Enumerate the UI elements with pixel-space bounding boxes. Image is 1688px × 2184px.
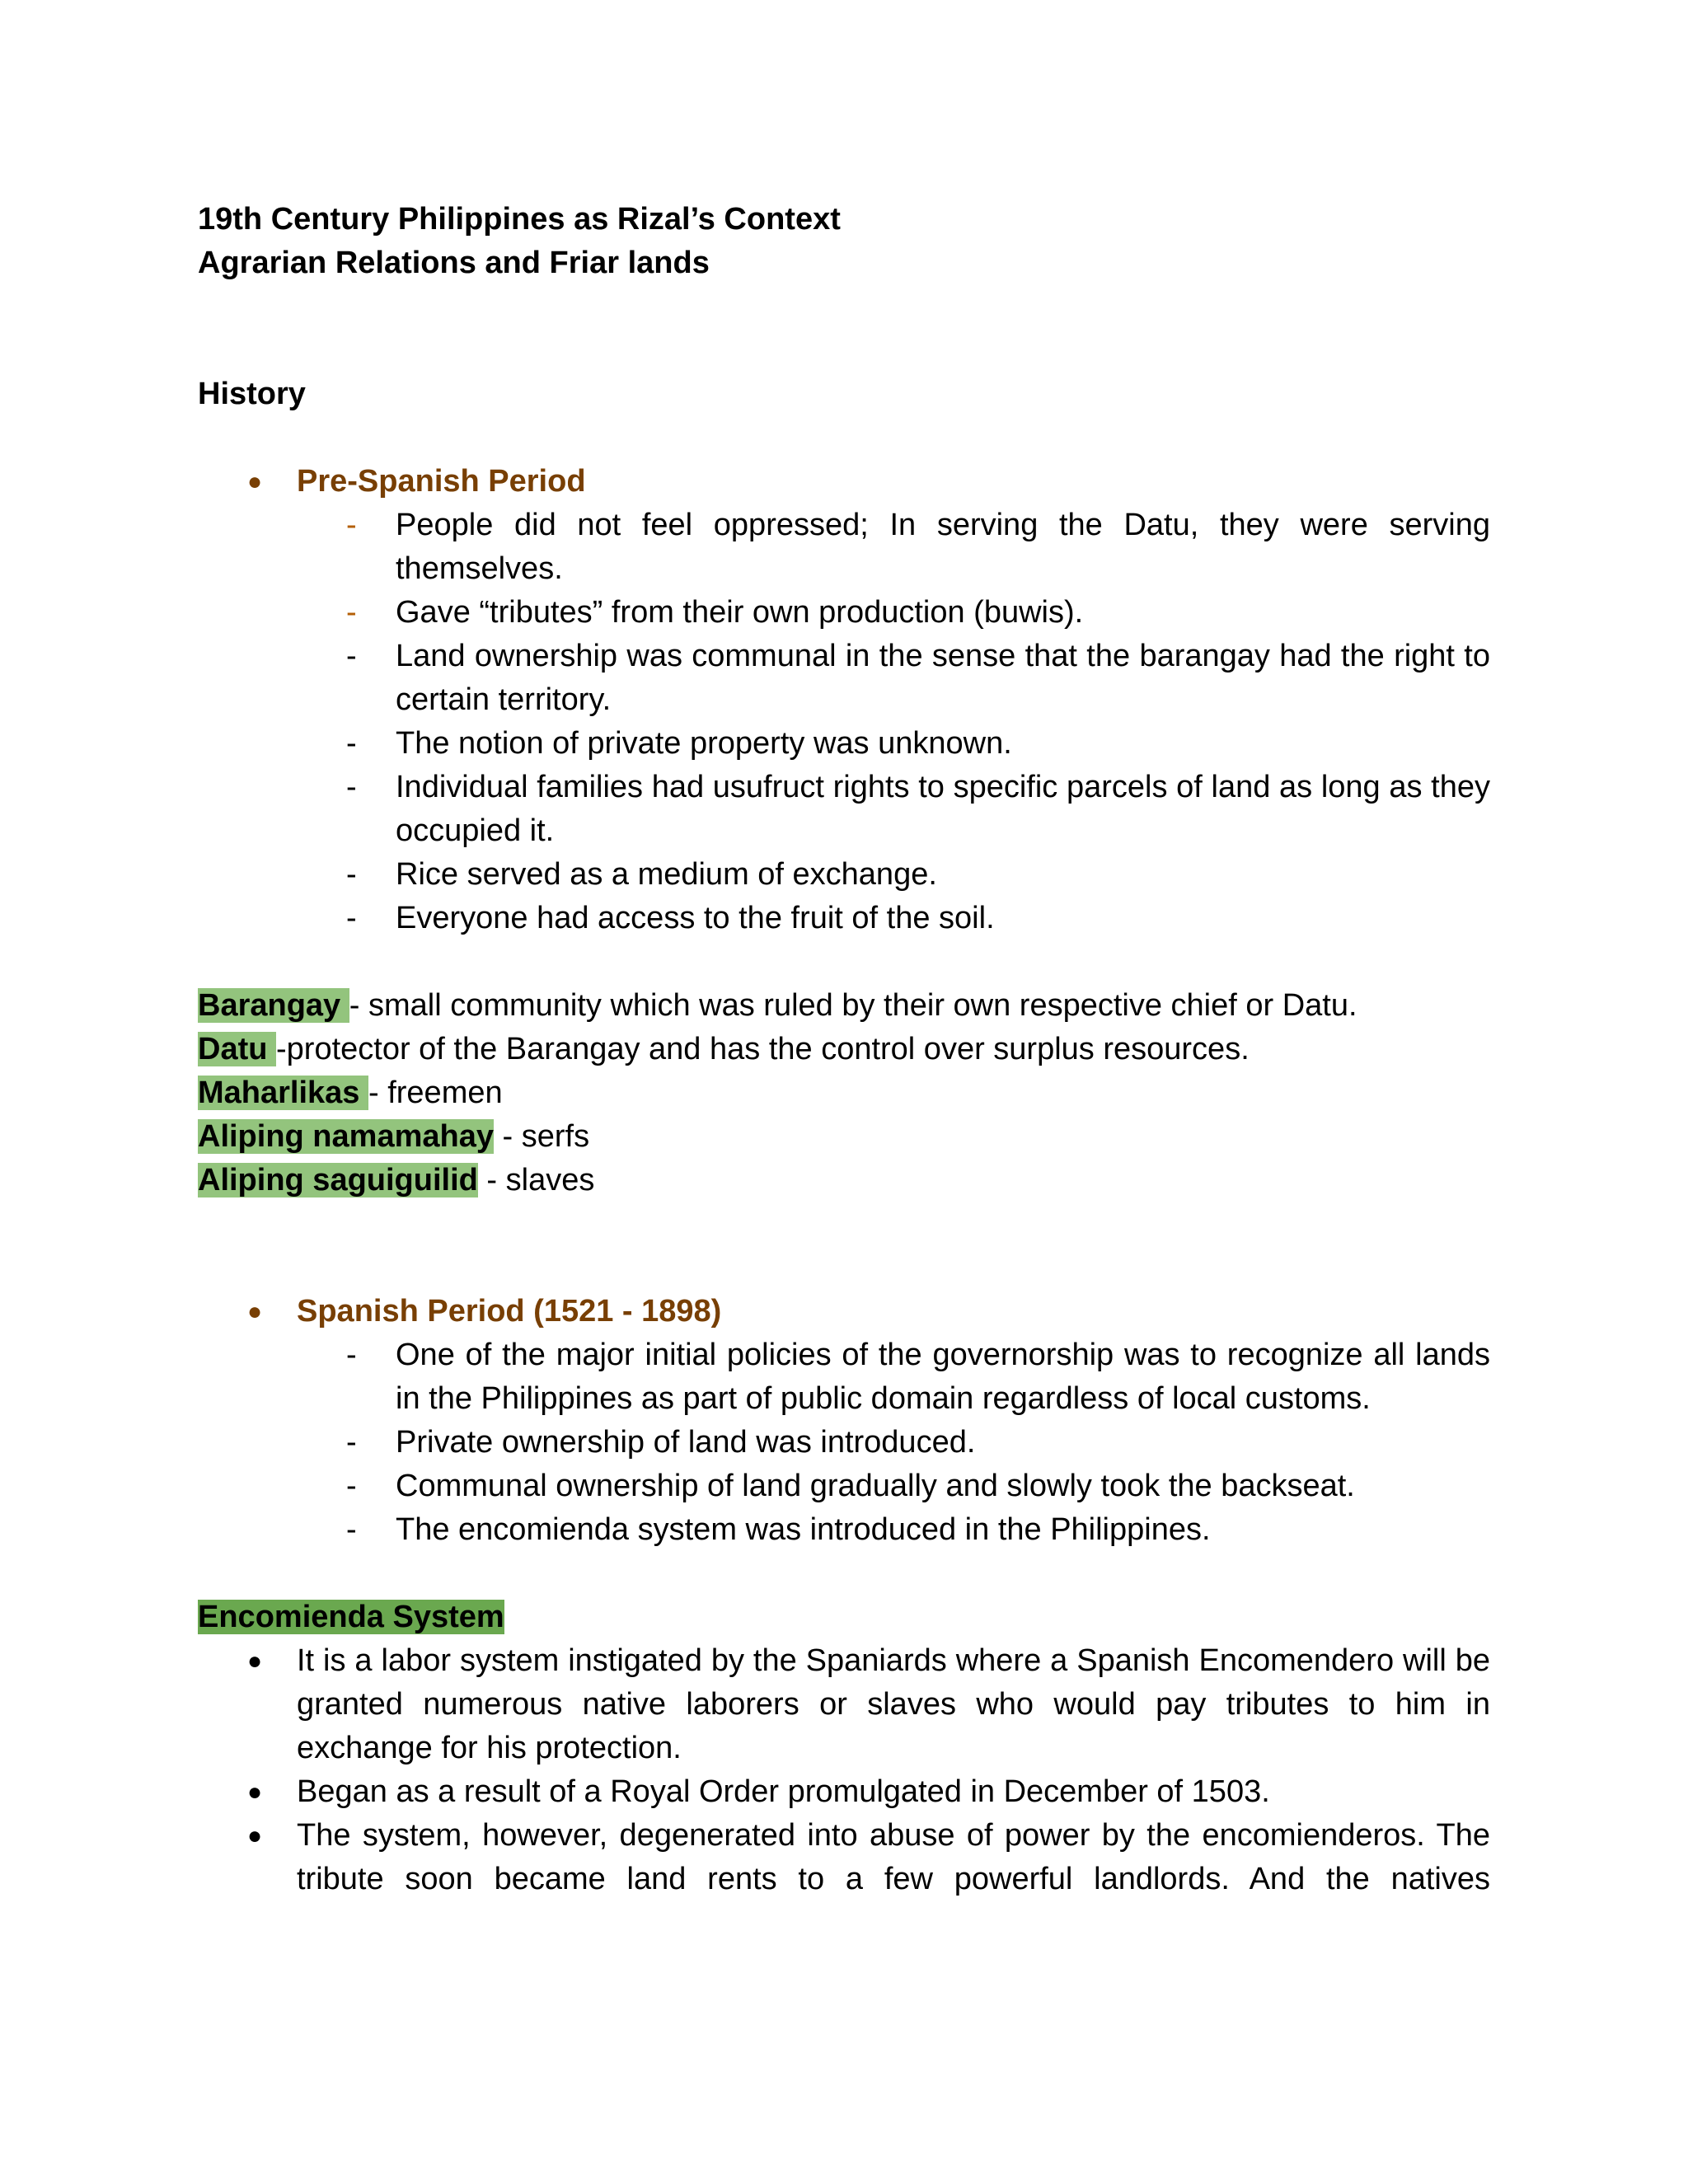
spanish-list [198, 1333, 1490, 1552]
definition-aliping-namamahay [198, 1115, 1490, 1159]
list-item-text: Individual families had usufruct rights to specific parcels of land as long as they occupied it. [396, 770, 1490, 848]
dash-icon: - [346, 508, 357, 542]
list-item [198, 1421, 1490, 1465]
pre-spanish-list [198, 504, 1490, 940]
definition-term: Datu [198, 1032, 276, 1066]
definition-text: - serfs [493, 1119, 590, 1154]
bullet-icon: ● [247, 1822, 263, 1849]
pre-spanish-section [198, 460, 1490, 940]
document-page [198, 198, 1490, 1901]
list-item [198, 1508, 1490, 1552]
definition-maharlikas [198, 1071, 1490, 1115]
definition-term: Aliping saguiguilid [198, 1163, 478, 1197]
bullet-icon: ● [247, 1647, 263, 1675]
list-item [198, 504, 1490, 591]
list-item [198, 853, 1490, 897]
pre-spanish-heading [198, 460, 1490, 504]
dash-icon: - [346, 901, 357, 935]
definition-term: Barangay [198, 988, 349, 1023]
definition-datu [198, 1028, 1490, 1071]
definition-text: - freemen [368, 1076, 503, 1110]
dash-icon: - [346, 1425, 357, 1460]
definition-term: Maharlikas [198, 1076, 368, 1110]
dash-icon: - [346, 726, 357, 761]
dash-icon: - [346, 857, 357, 892]
list-item [198, 591, 1490, 635]
list-item-text: Land ownership was communal in the sense that the barangay had the right to certain territory. [396, 639, 1490, 717]
list-item-text: The notion of private property was unknown. [396, 726, 1012, 761]
bullet-icon: ● [247, 1779, 263, 1806]
list-item [198, 897, 1490, 940]
spanish-heading [198, 1290, 1490, 1333]
document-title [198, 198, 1490, 285]
title-line-2: Agrarian Relations and Friar lands [198, 246, 710, 280]
encomienda-list [198, 1639, 1490, 1901]
definition-aliping-saguiguilid [198, 1159, 1490, 1202]
bullet-icon: ● [247, 1298, 263, 1325]
definitions [198, 984, 1490, 1202]
dash-icon: - [346, 1338, 357, 1372]
list-item-text: Gave “tributes” from their own production (buwis). [396, 595, 1084, 630]
list-item [198, 1465, 1490, 1508]
encomienda-section [198, 1596, 1490, 1901]
dash-icon: - [346, 770, 357, 804]
list-item-text: One of the major initial policies of the governorship was to recognize all lands in the Philippines as part of public domain regardless of local customs. [396, 1338, 1490, 1416]
list-item-text: Private ownership of land was introduced. [396, 1425, 976, 1460]
title-line-1: 19th Century Philippines as Rizal’s Context [198, 202, 841, 237]
definition-barangay [198, 984, 1490, 1028]
spanish-heading-text: Spanish Period (1521 - 1898) [297, 1294, 722, 1329]
encomienda-heading [198, 1596, 1490, 1639]
definition-term: Aliping namamahay [198, 1119, 494, 1154]
list-item [198, 1639, 1490, 1770]
list-item-text: The system, however, degenerated into abuse of power by the encomienderos. The tribute soon became land rents to a few powerful landlords. And the natives [297, 1818, 1490, 1896]
list-item [198, 635, 1490, 722]
list-item-text: Everyone had access to the fruit of the soil. [396, 901, 995, 935]
list-item-text: It is a labor system instigated by the Spaniards where a Spanish Encomendero will be granted numerous native laborers or slaves who would pay tributes to him in exchange for his protection. [297, 1643, 1490, 1765]
list-item-text: Began as a result of a Royal Order promulgated in December of 1503. [297, 1774, 1270, 1809]
definition-text: - small community which was ruled by their own respective chief or Datu. [349, 988, 1357, 1023]
spanish-section [198, 1290, 1490, 1552]
dash-icon: - [346, 595, 357, 630]
list-item-text: Communal ownership of land gradually and slowly took the backseat. [396, 1469, 1355, 1503]
list-item [198, 722, 1490, 766]
list-item [198, 766, 1490, 853]
pre-spanish-heading-text: Pre-Spanish Period [297, 464, 586, 499]
dash-icon: - [346, 1469, 357, 1503]
encomienda-heading-text: Encomienda System [198, 1600, 504, 1634]
bullet-icon: ● [247, 468, 263, 495]
list-item [198, 1770, 1490, 1814]
list-item-text: Rice served as a medium of exchange. [396, 857, 937, 892]
definition-text: -protector of the Barangay and has the control over surplus resources. [276, 1032, 1250, 1066]
dash-icon: - [346, 639, 357, 673]
definition-text: - slaves [477, 1163, 595, 1197]
dash-icon: - [346, 1512, 357, 1547]
list-item-text: The encomienda system was introduced in the Philippines. [396, 1512, 1211, 1547]
list-item [198, 1814, 1490, 1901]
history-heading: History [198, 377, 306, 411]
list-item-text: People did not feel oppressed; In serving the Datu, they were serving themselves. [396, 508, 1490, 586]
list-item [198, 1333, 1490, 1421]
